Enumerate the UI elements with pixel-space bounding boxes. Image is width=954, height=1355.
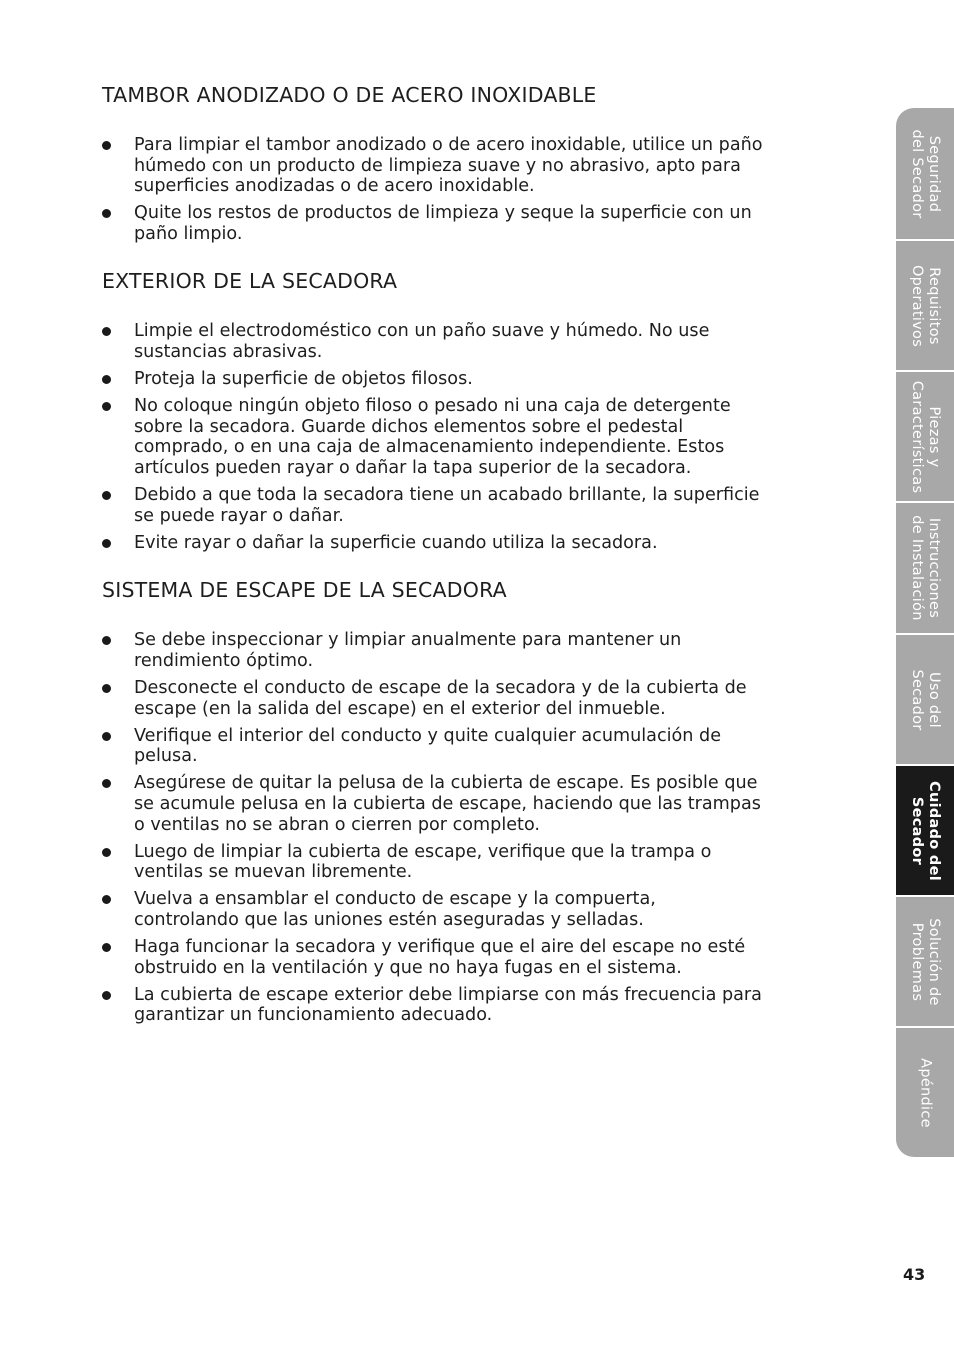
bullet-list <box>102 630 862 1026</box>
list-item: Desconecte el conducto de escape de la secadora y de la cubierta de escape (en la salida del escape) en el exterior del inmueble. <box>102 678 862 719</box>
section-escape <box>102 573 862 1026</box>
section-title: SISTEMA DE ESCAPE DE LA SECADORA <box>102 578 507 603</box>
list-item: Luego de limpiar la cubierta de escape, verifique que la trampa o ventilas se muevan libremente. <box>102 842 862 883</box>
bullet-icon <box>102 943 111 952</box>
list-item: La cubierta de escape exterior debe limpiarse con más frecuencia para garantizar un funcionamiento adecuado. <box>102 985 862 1026</box>
bullet-list <box>102 321 862 553</box>
bullet-icon <box>102 895 111 904</box>
tab-apendice[interactable] <box>896 1028 954 1157</box>
list-item: Debido a que toda la secadora tiene un acabado brillante, la superficie se puede rayar o dañar. <box>102 485 862 526</box>
list-item: Quite los restos de productos de limpieza y seque la superficie con un paño limpio. <box>102 203 862 244</box>
bullet-icon <box>102 209 111 218</box>
bullet-icon <box>102 779 111 788</box>
bullet-icon <box>102 375 111 384</box>
list-item: Se debe inspeccionar y limpiar anualmente para mantener un rendimiento óptimo. <box>102 630 862 671</box>
bullet-list <box>102 135 862 244</box>
section-exterior <box>102 264 862 553</box>
list-item: Proteja la superficie de objetos filosos. <box>102 369 862 390</box>
bullet-icon <box>102 636 111 645</box>
bullet-icon <box>102 848 111 857</box>
tab-solucion[interactable] <box>896 897 954 1026</box>
tab-instrucciones[interactable] <box>896 503 954 633</box>
list-item: Para limpiar el tambor anodizado o de acero inoxidable, utilice un paño húmedo con un producto de limpieza suave y no abrasivo, apto para superficies anodizadas o de acero inoxidable. <box>102 135 862 197</box>
bullet-icon <box>102 732 111 741</box>
bullet-icon <box>102 327 111 336</box>
list-item: Evite rayar o dañar la superficie cuando utiliza la secadora. <box>102 533 862 554</box>
list-item: Vuelva a ensamblar el conducto de escape y la compuerta, controlando que las uniones estén aseguradas y selladas. <box>102 889 862 930</box>
tab-seguridad[interactable] <box>896 108 954 239</box>
section-title: EXTERIOR DE LA SECADORA <box>102 269 398 294</box>
list-item: Limpie el electrodoméstico con un paño suave y húmedo. No use sustancias abrasivas. <box>102 321 862 362</box>
section-tambor <box>102 78 862 244</box>
tab-label: Instrucciones de Instalación <box>909 515 942 621</box>
tab-label: Cuidado del Secador <box>909 780 942 881</box>
list-item: Haga funcionar la secadora y verifique que el aire del escape no esté obstruido en la ventilación y que no haya fugas en el sistema. <box>102 937 862 978</box>
tab-label: Piezas y Características <box>909 380 942 493</box>
bullet-icon <box>102 402 111 411</box>
tab-label: Solución de Problemas <box>909 917 942 1006</box>
tab-label: Seguridad del Secador <box>909 128 942 219</box>
tab-uso[interactable] <box>896 635 954 764</box>
list-item: Verifique el interior del conducto y quite cualquier acumulación de pelusa. <box>102 726 862 767</box>
list-item: No coloque ningún objeto filoso o pesado ni una caja de detergente sobre la secadora. Guarde dichos elementos sobre el pedestal comprado, o en una caja de almacenamiento independiente. Estos artículos pueden rayar o dañar la tapa superior de la secadora. <box>102 396 862 478</box>
section-title: TAMBOR ANODIZADO O DE ACERO INOXIDABLE <box>102 83 597 107</box>
tab-label: Requisitos Operativos <box>909 264 942 347</box>
tab-requisitos[interactable] <box>896 241 954 370</box>
bullet-icon <box>102 141 111 150</box>
tab-piezas[interactable] <box>896 372 954 501</box>
tab-label: Apéndice <box>917 1057 934 1128</box>
bullet-icon <box>102 684 111 693</box>
page-number: 43 <box>903 1265 926 1284</box>
tab-label: Uso del Secador <box>909 668 942 731</box>
bullet-icon <box>102 539 111 548</box>
main-content <box>102 78 862 1046</box>
bullet-icon <box>102 991 111 1000</box>
list-item: Asegúrese de quitar la pelusa de la cubierta de escape. Es posible que se acumule pelusa en la cubierta de escape, haciendo que las trampas o ventilas no se abran o cierren por completo. <box>102 773 862 835</box>
bullet-icon <box>102 491 111 500</box>
tab-cuidado[interactable] <box>896 766 954 895</box>
